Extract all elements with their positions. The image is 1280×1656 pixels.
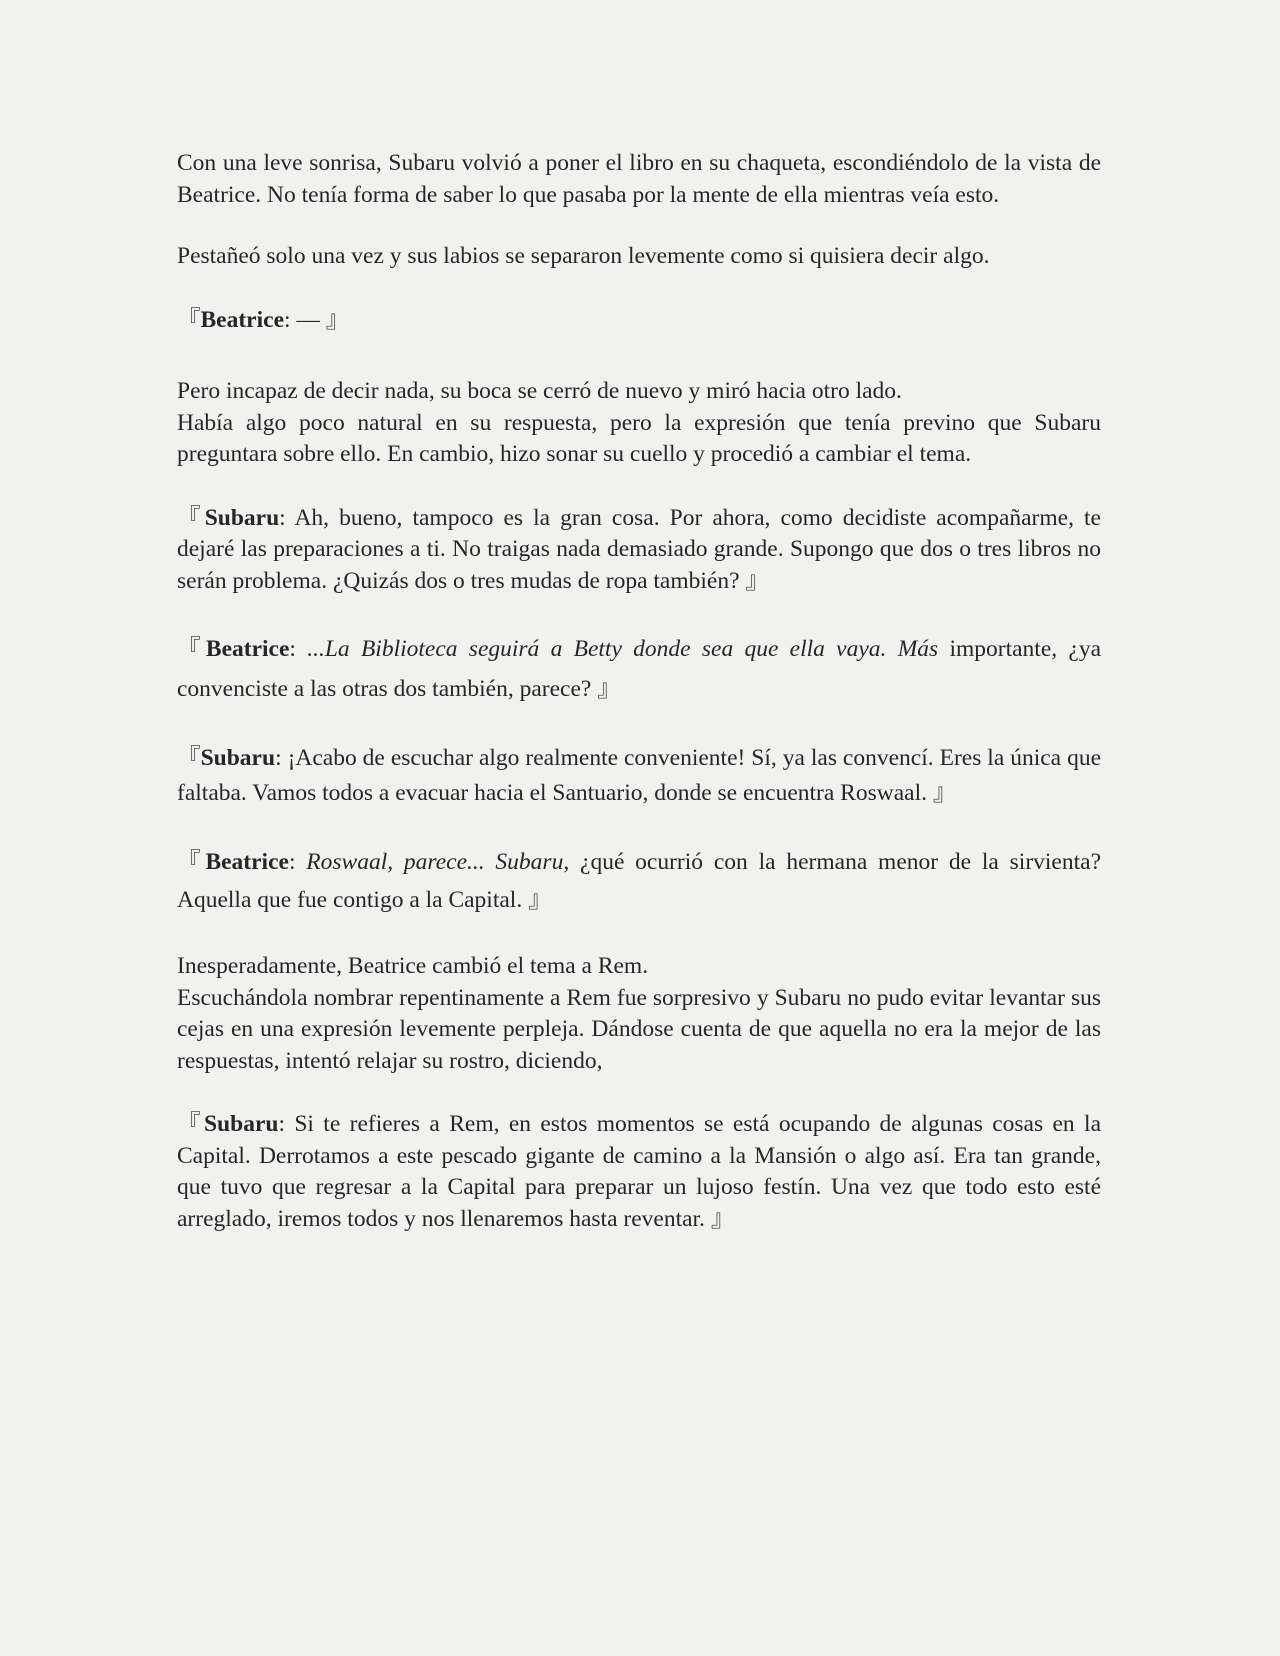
dialogue-text-italic: Roswaal, parece... Subaru, xyxy=(306,849,570,875)
dialogue-line-subaru xyxy=(177,503,1101,598)
speaker-separator: : xyxy=(275,745,288,771)
open-quote-bracket: 『 xyxy=(177,1111,204,1137)
narration-paragraph: Escuchándola nombrar repentinamente a Rem fue sorpresivo y Subaru no pudo evitar levantar sus cejas en una expresión levemente perpleja. Dándose cuenta de que aquella no era la mejor de las respuestas, intentó relajar su rostro, diciendo, xyxy=(177,984,1101,1074)
open-quote-bracket: 『 xyxy=(177,849,206,875)
open-quote-bracket: 『 xyxy=(177,306,201,333)
speaker-separator: : xyxy=(279,504,295,531)
open-quote-bracket: 『 xyxy=(177,745,201,771)
dialogue-line-beatrice xyxy=(177,629,1101,709)
dialogue-text: Ah, bueno, tampoco es la gran cosa. Por ahora, como decidiste acompañarme, te dejaré las preparaciones a ti. No traigas nada demasiado grande. Supongo que dos o tres libros no serán problema. ¿Quizás dos o tres mudas de ropa también? xyxy=(177,504,1101,594)
speaker-name: Subaru xyxy=(200,745,276,771)
narration-line: Pero incapaz de decir nada, su boca se cerró de nuevo y miró hacia otro lado. xyxy=(177,378,902,404)
speaker-name: Beatrice xyxy=(200,306,285,333)
speaker-name: Beatrice xyxy=(205,849,289,875)
narration-paragraph: Con una leve sonrisa, Subaru volvió a poner el libro en su chaqueta, escondiéndolo de la vista de Beatrice. No tenía forma de saber lo que pasaba por la mente de ella mientras veía esto. xyxy=(177,150,1101,208)
dialogue-text: importante, ¿ya convenciste a las otras dos también, parece? xyxy=(177,636,1102,702)
dialogue-text: — xyxy=(296,306,326,333)
open-quote-bracket: 『 xyxy=(177,636,206,662)
narration-paragraph: Había algo poco natural en su respuesta, pero la expresión que tenía previno que Subaru preguntara sobre ello. En cambio, hizo sonar su cuello y procedió a cambiar el tema. xyxy=(177,409,1101,467)
document-body xyxy=(177,148,1101,1235)
narration-line: Inesperadamente, Beatrice cambió el tema a Rem. xyxy=(177,953,649,979)
speaker-name: Beatrice xyxy=(205,636,290,662)
close-quote-bracket: 』 xyxy=(745,567,769,594)
speaker-separator: : xyxy=(284,306,297,333)
close-quote-bracket: 』 xyxy=(597,676,621,702)
close-quote-bracket: 』 xyxy=(932,780,957,806)
close-quote-bracket: 』 xyxy=(528,887,552,913)
speaker-separator: : xyxy=(288,849,307,875)
dialogue-line-beatrice xyxy=(177,305,1101,337)
dialogue-line-beatrice xyxy=(177,843,1101,919)
speaker-separator: : xyxy=(289,636,308,662)
open-quote-bracket: 『 xyxy=(177,504,205,531)
speaker-separator: : xyxy=(278,1111,295,1137)
dialogue-text: ¡Acabo de escuchar algo realmente conveniente! Sí, ya las convencí. Eres la única que faltaba. Vamos todos a evacuar hacia el Santuario, donde se encuentra Roswaal. xyxy=(177,745,1102,806)
dialogue-text-italic: ...La Biblioteca seguirá a Betty donde sea que ella vaya. Más xyxy=(307,636,939,662)
dialogue-text: ¿qué ocurrió con la hermana menor de la sirvienta? Aquella que fue contigo a la Capital. xyxy=(177,849,1101,913)
close-quote-bracket: 』 xyxy=(710,1205,735,1232)
dialogue-line-subaru xyxy=(177,741,1101,811)
dialogue-line-subaru xyxy=(177,1109,1101,1235)
speaker-name: Subaru xyxy=(203,1111,279,1137)
speaker-name: Subaru xyxy=(204,504,280,531)
close-quote-bracket: 』 xyxy=(325,306,350,333)
dialogue-text: Si te refieres a Rem, en estos momentos se está ocupando de algunas cosas en la Capital. Derrotamos a este pescado gigante de camino a la Mansión o algo así. Era tan grande, que tuvo que regresar a la Capital para preparar un lujoso festín. Una vez que todo esto esté arreglado, iremos todos y nos llenaremos hasta reventar. xyxy=(177,1111,1101,1232)
narration-paragraph: Pestañeó solo una vez y sus labios se separaron levemente como si quisiera decir algo. xyxy=(177,243,990,269)
